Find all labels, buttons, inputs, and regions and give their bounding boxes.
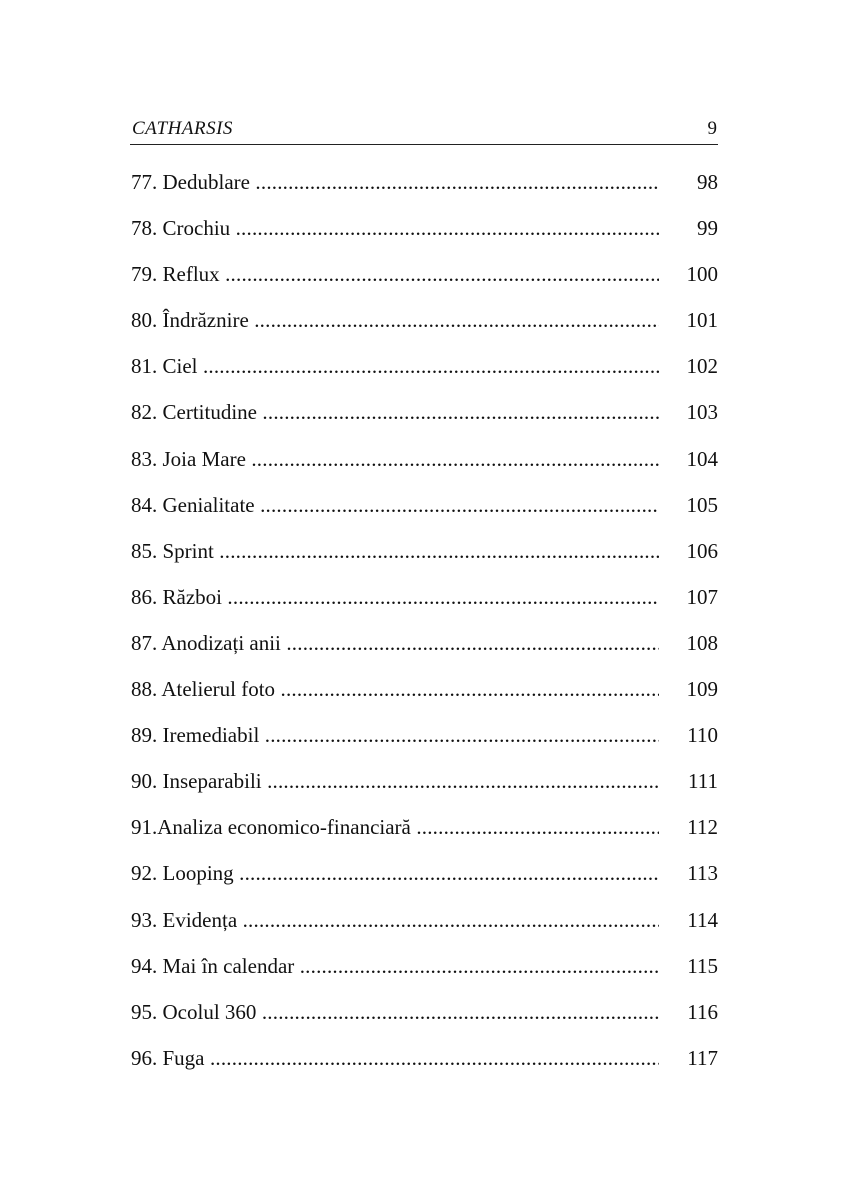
toc-entry-page: 110 <box>687 723 718 748</box>
toc-entry-title: 86. Război ..... <box>131 582 659 612</box>
toc-entry-page: 105 <box>686 492 718 517</box>
toc-entry-title: 82. Certitudine ..... <box>131 397 659 427</box>
toc-entry-page: 113 <box>687 861 718 886</box>
toc-entry-page: 112 <box>687 815 718 840</box>
toc-entry <box>131 858 718 904</box>
toc-entry-title: 79. Reflux ..... <box>131 259 659 289</box>
toc-entry-page: 107 <box>686 584 718 609</box>
toc-entry-page: 104 <box>686 446 718 471</box>
toc-entry-page: 114 <box>687 907 718 932</box>
toc-entry-title: 88. Atelierul foto ..... <box>131 674 659 704</box>
toc-entry-page: 99 <box>697 216 718 241</box>
toc-entry <box>131 444 718 490</box>
toc-entry <box>131 397 718 443</box>
toc-entry-title: 95. Ocolul 360 ..... <box>131 997 659 1027</box>
toc-entry-title: 77. Dedublare ..... <box>131 167 659 197</box>
toc-entry-page: 102 <box>686 354 718 379</box>
toc-entry <box>131 628 718 674</box>
toc-entry-page: 98 <box>697 170 718 194</box>
toc-entry-page: 117 <box>687 1045 718 1070</box>
toc-entry-page: 106 <box>686 538 718 563</box>
toc-entry <box>131 905 718 951</box>
toc-entry-title: 89. Iremediabil ..... <box>131 720 659 750</box>
toc-entry-title: 80. Îndrăznire ..... <box>131 305 659 335</box>
toc-entry-page: 111 <box>688 769 718 794</box>
toc-entry <box>131 951 718 997</box>
toc-entry-title: 96. Fuga ..... <box>131 1043 659 1073</box>
toc-entry <box>131 582 718 628</box>
toc-entry <box>131 536 718 582</box>
page-number: 9 <box>707 118 717 139</box>
toc-entry <box>131 259 718 305</box>
toc-entry <box>131 213 718 259</box>
toc-entry-title: 94. Mai în calendar ..... <box>131 951 659 981</box>
toc-entry <box>131 1043 718 1089</box>
toc-entry <box>131 720 718 766</box>
toc-entry-title: 90. Inseparabili ..... <box>131 766 659 796</box>
toc-entry-title: 91.Analiza economico-financiară ..... <box>131 812 659 842</box>
toc-entry-page: 109 <box>686 677 718 702</box>
toc-entry <box>131 351 718 397</box>
toc-entry-title: 85. Sprint ..... <box>131 536 659 566</box>
toc-entry-page: 100 <box>686 262 718 287</box>
toc-entry-page: 115 <box>687 953 718 978</box>
toc-entry-title: 92. Looping ..... <box>131 858 659 888</box>
toc-entry-title: 87. Anodizați anii ..... <box>131 628 659 658</box>
toc-entry <box>131 766 718 812</box>
toc-entry <box>131 167 718 213</box>
toc-entry-page: 103 <box>686 400 718 425</box>
toc-entry-page: 116 <box>687 999 718 1024</box>
toc-entry-title: 78. Crochiu ..... <box>131 213 659 243</box>
toc-entry <box>131 997 718 1043</box>
toc-entry-title: 83. Joia Mare ..... <box>131 444 659 474</box>
book-title: CATHARSIS <box>132 118 233 139</box>
toc-entry-title: 81. Ciel ..... <box>131 351 659 381</box>
toc-entry-page: 108 <box>686 630 718 655</box>
toc-entry-title: 84. Genialitate ..... <box>131 490 659 520</box>
toc-entry <box>131 812 718 858</box>
toc-entry-title: 93. Evidența ..... <box>131 905 659 935</box>
toc-entry <box>131 490 718 536</box>
running-header <box>130 116 718 145</box>
table-of-contents <box>131 167 718 1089</box>
toc-entry <box>131 674 718 720</box>
toc-entry-page: 101 <box>686 308 718 333</box>
toc-entry <box>131 305 718 351</box>
